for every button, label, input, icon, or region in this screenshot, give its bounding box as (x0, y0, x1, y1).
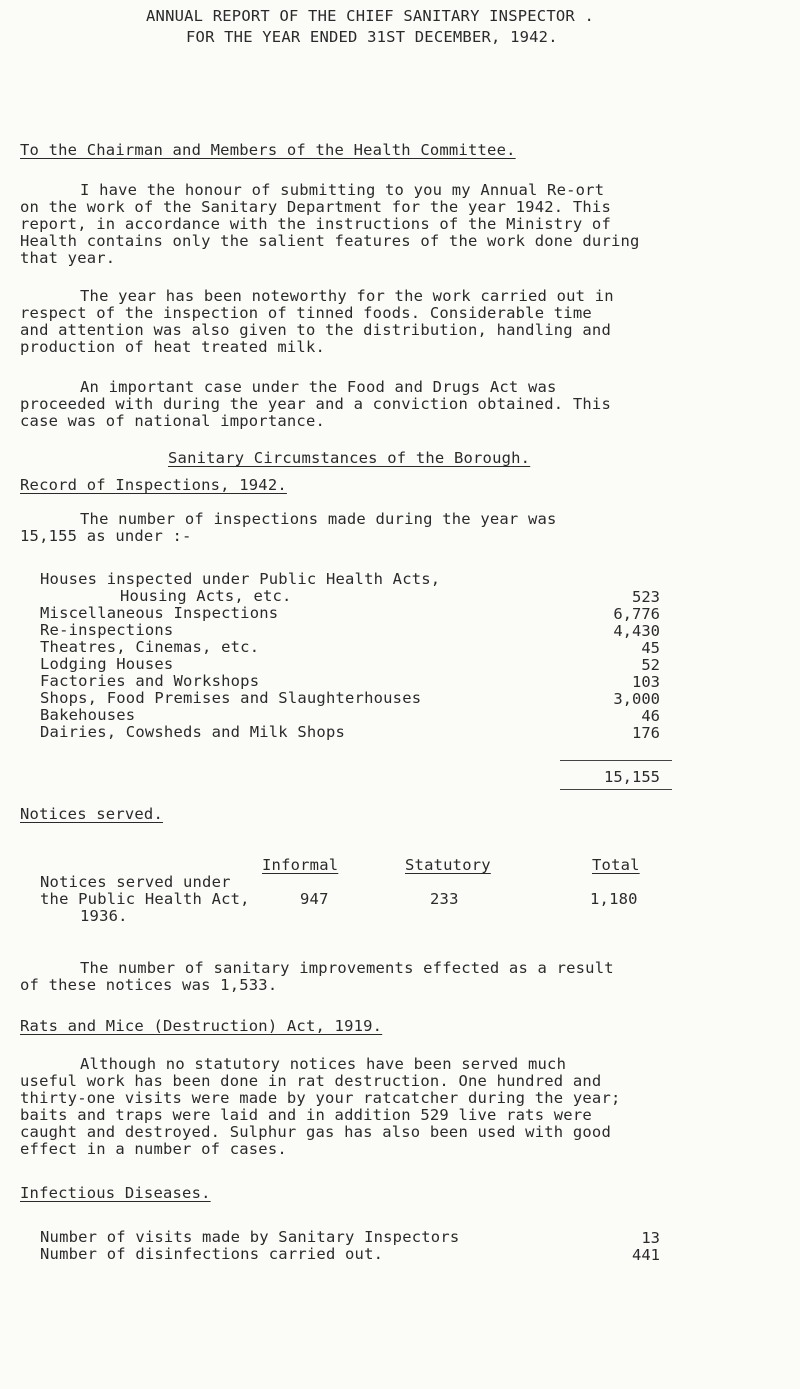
notices-informal-value: 947 (300, 890, 329, 908)
rats-line-1: Although no statutory notices have been served much (80, 1055, 567, 1073)
inspection-value: 3,000 (613, 690, 660, 708)
notices-row-label-2: the Public Health Act, (40, 890, 250, 908)
inspection-value: 45 (641, 639, 660, 657)
inspection-value: 103 (632, 673, 660, 691)
infectious-heading: Infectious Diseases. (20, 1184, 211, 1202)
para2-line-2: respect of the inspection of tinned foods. Considerable time (20, 304, 592, 322)
notices-row-label-3: 1936. (80, 907, 128, 925)
rats-line-4: baits and traps were laid and in addition 529 live rats were (20, 1106, 592, 1124)
inspection-label: Re-inspections (40, 621, 174, 639)
inspection-label: Miscellaneous Inspections (40, 604, 279, 622)
record-heading: Record of Inspections, 1942. (20, 476, 287, 494)
inspection-label: Factories and Workshops (40, 672, 260, 690)
infectious-label: Number of disinfections carried out. (40, 1245, 384, 1263)
inspection-value: 523 (632, 588, 660, 606)
inspection-value: 46 (641, 707, 660, 725)
total-rule-bottom (560, 789, 672, 790)
report-title-line1: ANNUAL REPORT OF THE CHIEF SANITARY INSPECTOR . (146, 7, 594, 25)
infectious-value: 13 (641, 1229, 660, 1247)
report-title-line2: FOR THE YEAR ENDED 31ST DECEMBER, 1942. (186, 28, 558, 46)
intro-line-5: that year. (20, 249, 116, 267)
inspection-value: 176 (632, 724, 660, 742)
col-statutory: Statutory (405, 856, 491, 874)
para3-line-1: An important case under the Food and Drugs Act was (80, 378, 557, 396)
col-total: Total (592, 856, 640, 874)
inspection-label: Lodging Houses (40, 655, 174, 673)
para2-line-4: production of heat treated milk. (20, 338, 326, 356)
rats-line-3: thirty-one visits were made by your ratcatcher during the year; (20, 1089, 621, 1107)
inspection-value: 52 (641, 656, 660, 674)
rats-line-6: effect in a number of cases. (20, 1140, 287, 1158)
inspection-label: Shops, Food Premises and Slaughterhouses (40, 689, 422, 707)
intro-line-4: Health contains only the salient features of the work done during (20, 232, 640, 250)
col-informal: Informal (262, 856, 339, 874)
inspection-value: 6,776 (613, 605, 660, 623)
intro-line-1: I have the honour of submitting to you my Annual Re-ort (80, 181, 605, 199)
rats-line-5: caught and destroyed. Sulphur gas has also been used with good (20, 1123, 611, 1141)
notices-statutory-value: 233 (430, 890, 459, 908)
sanitary-heading: Sanitary Circumstances of the Borough. (168, 449, 531, 467)
record-intro-line-2: 15,155 as under :- (20, 527, 192, 545)
para3-line-3: case was of national importance. (20, 412, 326, 430)
notices-heading: Notices served. (20, 805, 163, 823)
intro-line-3: report, in accordance with the instructions of the Ministry of (20, 215, 611, 233)
inspections-total: 15,155 (604, 768, 660, 786)
improvements-line-1: The number of sanitary improvements effected as a result (80, 959, 614, 977)
para2-line-1: The year has been noteworthy for the work carried out in (80, 287, 614, 305)
infectious-label: Number of visits made by Sanitary Inspectors (40, 1228, 460, 1246)
inspection-label: Dairies, Cowsheds and Milk Shops (40, 723, 346, 741)
inspection-value: 4,430 (613, 622, 660, 640)
record-intro-line-1: The number of inspections made during the year was (80, 510, 557, 528)
intro-line-2: on the work of the Sanitary Department for the year 1942. This (20, 198, 611, 216)
rats-heading: Rats and Mice (Destruction) Act, 1919. (20, 1017, 383, 1035)
notices-total-value: 1,180 (590, 890, 638, 908)
inspection-label: Housing Acts, etc. (120, 587, 292, 605)
inspection-label: Theatres, Cinemas, etc. (40, 638, 260, 656)
notices-row-label-1: Notices served under (40, 873, 231, 891)
inspection-label: Bakehouses (40, 706, 136, 724)
inspection-label: Houses inspected under Public Health Acts, (40, 570, 441, 588)
para3-line-2: proceeded with during the year and a conviction obtained. This (20, 395, 611, 413)
rats-line-2: useful work has been done in rat destruction. One hundred and (20, 1072, 602, 1090)
infectious-value: 441 (632, 1246, 660, 1264)
para2-line-3: and attention was also given to the distribution, handling and (20, 321, 611, 339)
improvements-line-2: of these notices was 1,533. (20, 976, 278, 994)
salutation: To the Chairman and Members of the Health Committee. (20, 141, 516, 159)
total-rule (560, 760, 672, 761)
